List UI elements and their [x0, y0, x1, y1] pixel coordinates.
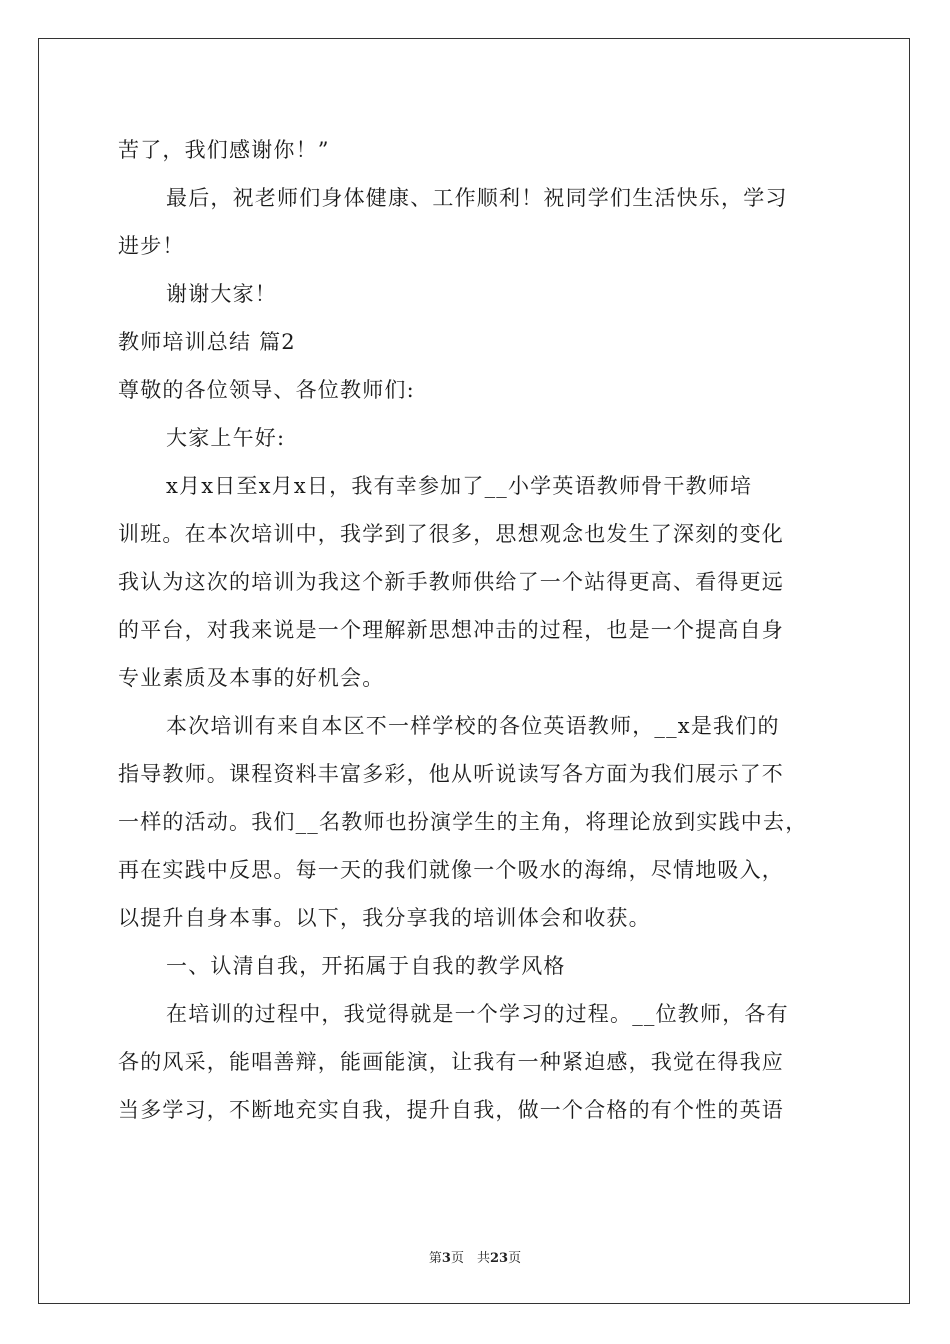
text-line: 进步！ [118, 234, 185, 258]
text-line: x月x日至x月x日，我有幸参加了__小学英语教师骨干教师培 [166, 474, 753, 498]
total-pages-number: 23 [489, 1251, 509, 1266]
text-line: 苦了，我们感谢你！” [118, 138, 330, 162]
text-line: 的平台，对我来说是一个理解新思想冲击的过程，也是一个提高自身 [118, 618, 784, 642]
text-line: 我认为这次的培训为我这个新手教师供给了一个站得更高、看得更远 [118, 570, 784, 594]
text-line: 在培训的过程中，我觉得就是一个学习的过程。__位教师，各有 [166, 1002, 789, 1026]
text-line: 以提升自身本事。以下，我分享我的培训体会和收获。 [118, 906, 651, 930]
text-line: 本次培训有来自本区不一样学校的各位英语教师，__x是我们的 [166, 714, 780, 738]
text-line: 训班。在本次培训中，我学到了很多，思想观念也发生了深刻的变化 [118, 522, 784, 546]
text-line: 谢谢大家！ [166, 282, 277, 306]
footer-suffix: 页 [508, 1251, 522, 1266]
subsection-heading: 一、认清自我，开拓属于自我的教学风格 [166, 954, 566, 978]
text-line: 当多学习，不断地充实自我，提升自我，做一个合格的有个性的英语 [118, 1098, 784, 1122]
text-line: 指导教师。课程资料丰富多彩，他从听说读写各方面为我们展示了不 [118, 762, 784, 786]
footer-middle: 页 共 [450, 1251, 490, 1266]
text-line: 专业素质及本事的好机会。 [118, 666, 385, 690]
current-page-number: 3 [441, 1251, 451, 1266]
page-footer [0, 1247, 950, 1266]
footer-prefix: 第 [428, 1251, 442, 1266]
section-heading: 教师培训总结 篇2 [118, 330, 296, 354]
greeting: 大家上午好: [166, 426, 286, 450]
document-body [118, 126, 838, 1134]
text-line: 最后，祝老师们身体健康、工作顺利！祝同学们生活快乐，学习 [166, 186, 788, 210]
text-line: 再在实践中反思。每一天的我们就像一个吸水的海绵，尽情地吸入， [118, 858, 784, 882]
text-line: 一样的活动。我们__名教师也扮演学生的主角，将理论放到实践中去， [118, 810, 808, 834]
text-line: 各的风采，能唱善辩，能画能演，让我有一种紧迫感，我觉在得我应 [118, 1050, 784, 1074]
salutation: 尊敬的各位领导、各位教师们: [118, 378, 415, 402]
